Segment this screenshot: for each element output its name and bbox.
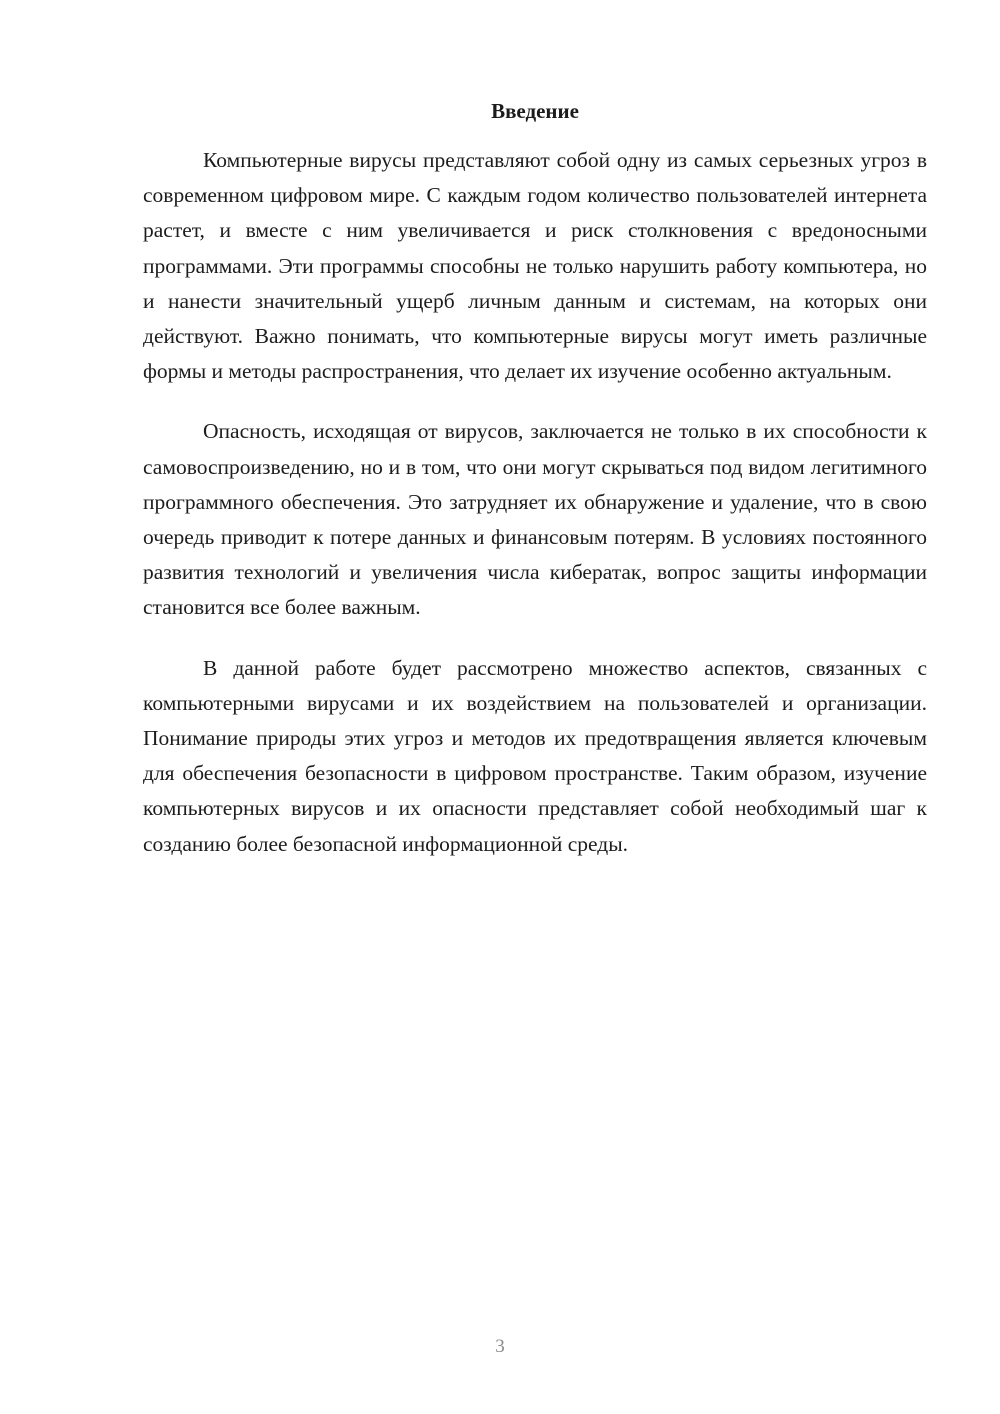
body-text bbox=[143, 143, 927, 862]
section-heading: Введение bbox=[491, 99, 579, 123]
paragraph-2: Опасность, исходящая от вирусов, заключается не только в их способности к самовоспроизведению, но и в том, что они могут скрываться под видом легитимного программного обеспечения. Это затрудняет их обнаружение и удаление, что в свою очередь приводит к потере данных и финансовым потерям. В условиях постоянного развития технологий и увеличения числа кибератак, вопрос защиты информации становится все более важным. bbox=[143, 419, 927, 620]
page-number: 3 bbox=[495, 1336, 505, 1357]
paragraph-1: Компьютерные вирусы представляют собой одну из самых серьезных угроз в современном цифровом мире. С каждым годом количество пользователей интернета растет, и вместе с ним увеличивается и риск столкновения с вредоносными программами. Эти программы способны не только нарушить работу компьютера, но и нанести значительный ущерб личным данным и системам, на которых они действуют. Важно понимать, что компьютерные вирусы могут иметь различные формы и методы распространения, что делает их изучение особенно актуальным. bbox=[143, 148, 927, 384]
paragraph-3: В данной работе будет рассмотрено множество аспектов, связанных с компьютерными вирусами и их воздействием на пользователей и организации. Понимание природы этих угроз и методов их предотвращения является ключевым для обеспечения безопасности в цифровом пространстве. Таким образом, изучение компьютерных вирусов и их опасности представляет собой необходимый шаг к созданию более безопасной информационной среды. bbox=[143, 655, 927, 856]
